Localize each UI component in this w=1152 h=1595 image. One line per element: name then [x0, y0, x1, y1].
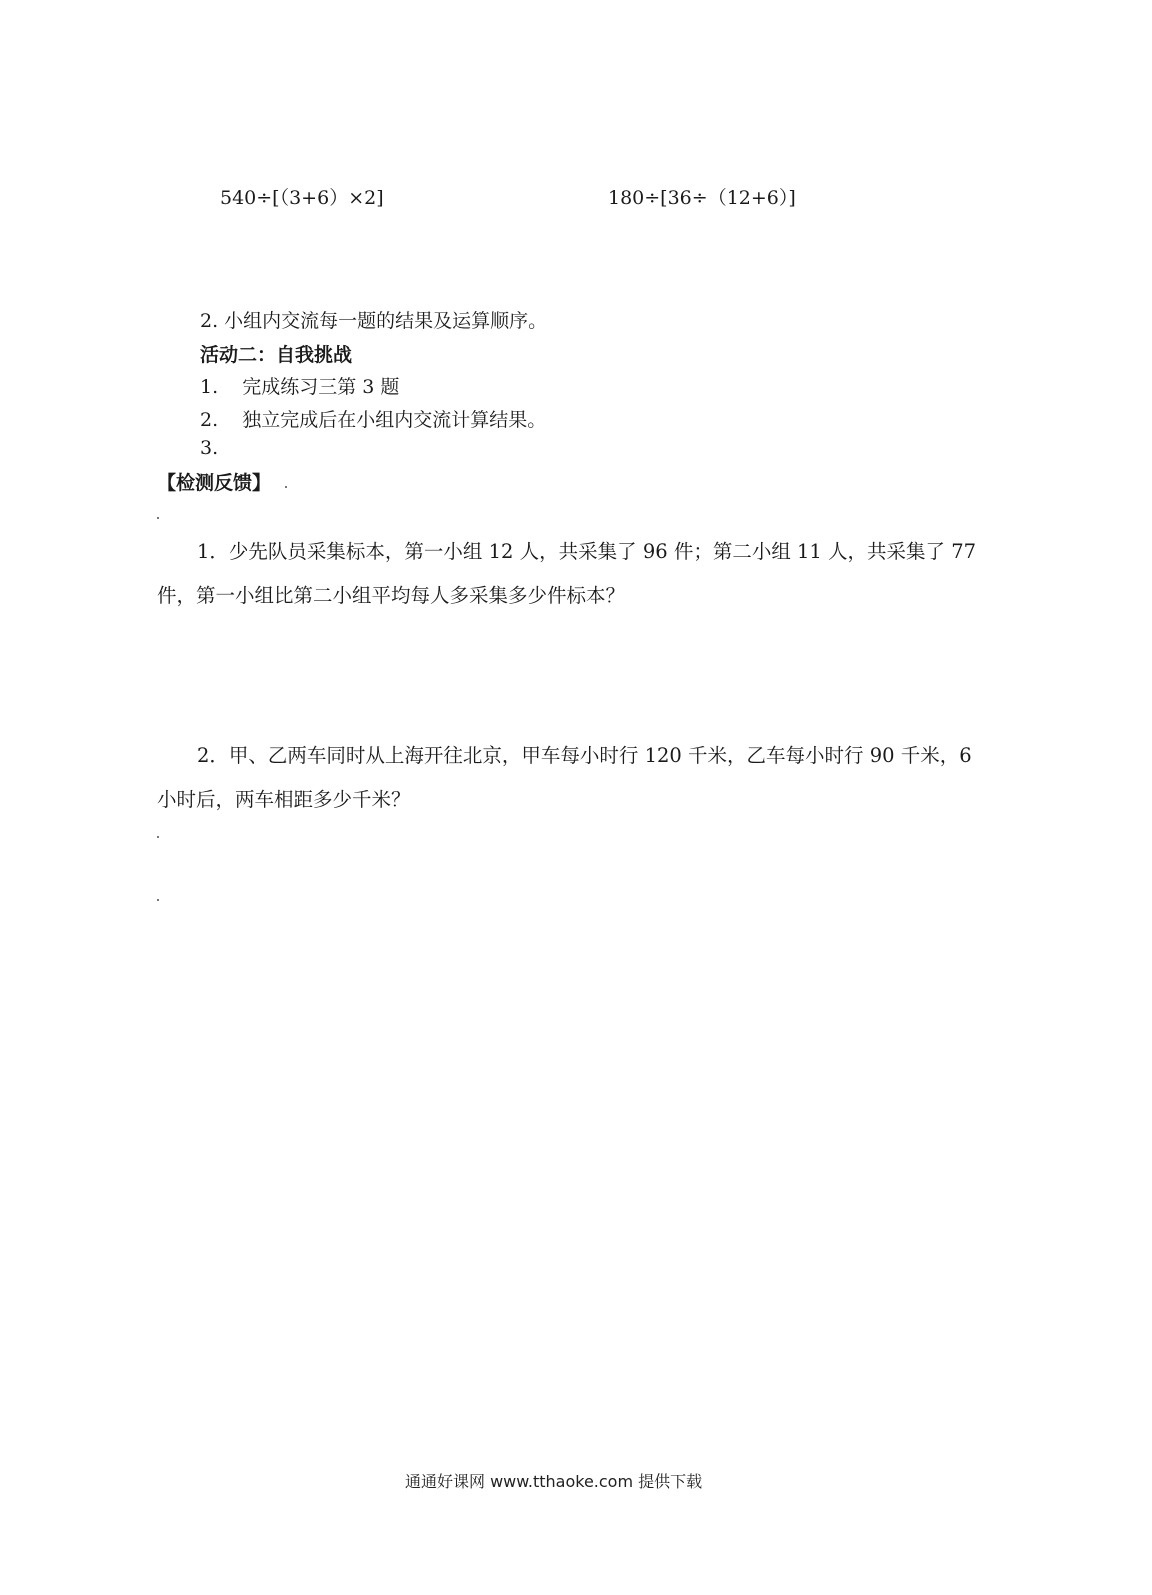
paragraph-mark [157, 836, 159, 838]
item-number: 1. [200, 376, 219, 398]
paragraph-mark [285, 486, 287, 488]
item-text: 完成练习三第 3 题 [242, 376, 400, 398]
feedback-heading: 【检测反馈】 [157, 472, 272, 494]
activity-two-item-2 [200, 405, 546, 432]
item-text: 独立完成后在小组内交流计算结果。 [242, 409, 547, 431]
feedback-question-1: 1．少先队员采集标本，第一小组 12 人，共采集了 96 件；第二小组 11 人，共采集了 77 件，第一小组比第二小组平均每人多采集多少件标本？ [157, 540, 977, 607]
expression-left: 540÷[（3+6）×2] [220, 187, 384, 209]
item-number: 3. [200, 437, 219, 459]
paragraph-mark [157, 899, 159, 901]
expression-right: 180÷[36÷（12+6）] [608, 187, 796, 209]
activity-two-heading: 活动二：自我挑战 [200, 344, 353, 366]
paragraph-mark [157, 517, 159, 519]
feedback-question-2: 2．甲、乙两车同时从上海开往北京，甲车每小时行 120 千米，乙车每小时行 90 千米，6 小时后，两车相距多少千米？ [157, 744, 972, 811]
activity-two-item-3 [200, 437, 218, 459]
activity-one-item-2: 2. 小组内交流每一题的结果及运算顺序。 [200, 310, 548, 332]
page-footer: 通通好课网 www.tthaoke.com 提供下载 [405, 1472, 703, 1491]
activity-two-item-1 [200, 372, 399, 399]
item-number: 2. [200, 409, 219, 431]
